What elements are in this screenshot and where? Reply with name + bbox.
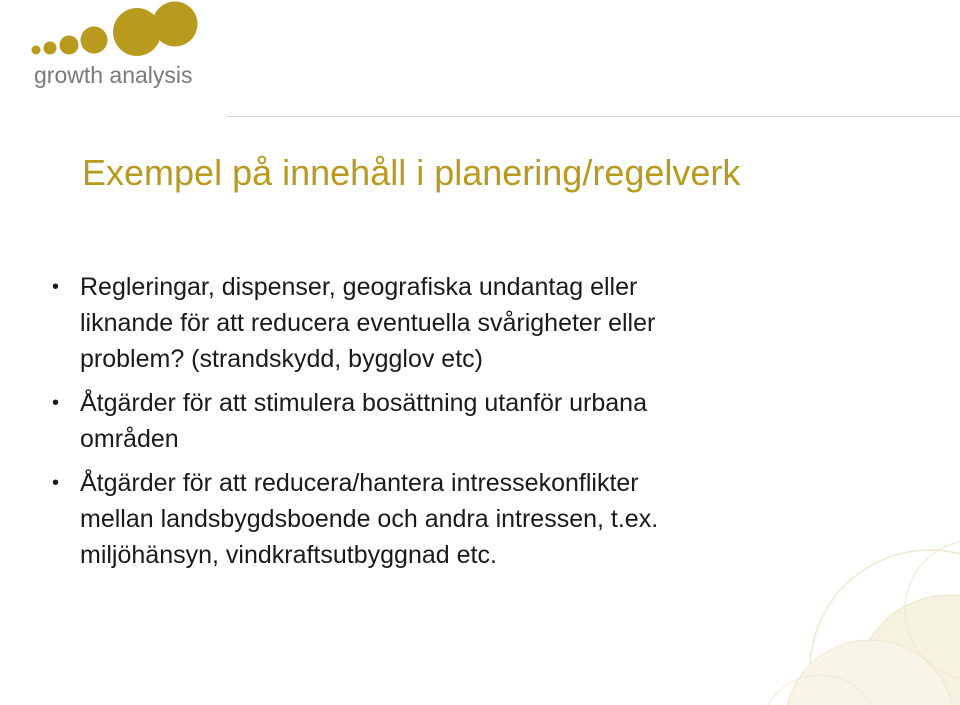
slide-title: Exempel på innehåll i planering/regelverk (82, 152, 741, 193)
bullet-line: miljöhänsyn, vindkraftsutbyggnad etc. (80, 541, 497, 569)
decorative-circles (700, 520, 960, 705)
logo-text: growth analysis (34, 62, 193, 88)
bullet-line: Åtgärder för att stimulera bosättning utanför urbana (80, 389, 647, 417)
bullet-line: mellan landsbygdsboende och andra intressen, t.ex. (80, 505, 659, 533)
bullet-dot-icon: • (52, 276, 60, 298)
bullet-dot-icon: • (52, 392, 60, 414)
growing-dots-icon (30, 0, 210, 64)
bullet-item-regulations (52, 269, 832, 377)
bullet-line: Åtgärder för att reducera/hantera intressekonflikter (80, 469, 639, 497)
bullet-line: områden (80, 425, 179, 453)
bullet-dot-icon: • (52, 472, 60, 494)
bullet-line: Regleringar, dispenser, geografiska undantag eller (80, 273, 638, 301)
bullet-item-settlement (52, 385, 832, 457)
bullet-line: liknande för att reducera eventuella svårigheter eller (80, 309, 656, 337)
growth-analysis-logo (30, 0, 210, 100)
bullet-line: problem? (strandskydd, bygglov etc) (80, 345, 483, 373)
header-divider (226, 116, 960, 117)
